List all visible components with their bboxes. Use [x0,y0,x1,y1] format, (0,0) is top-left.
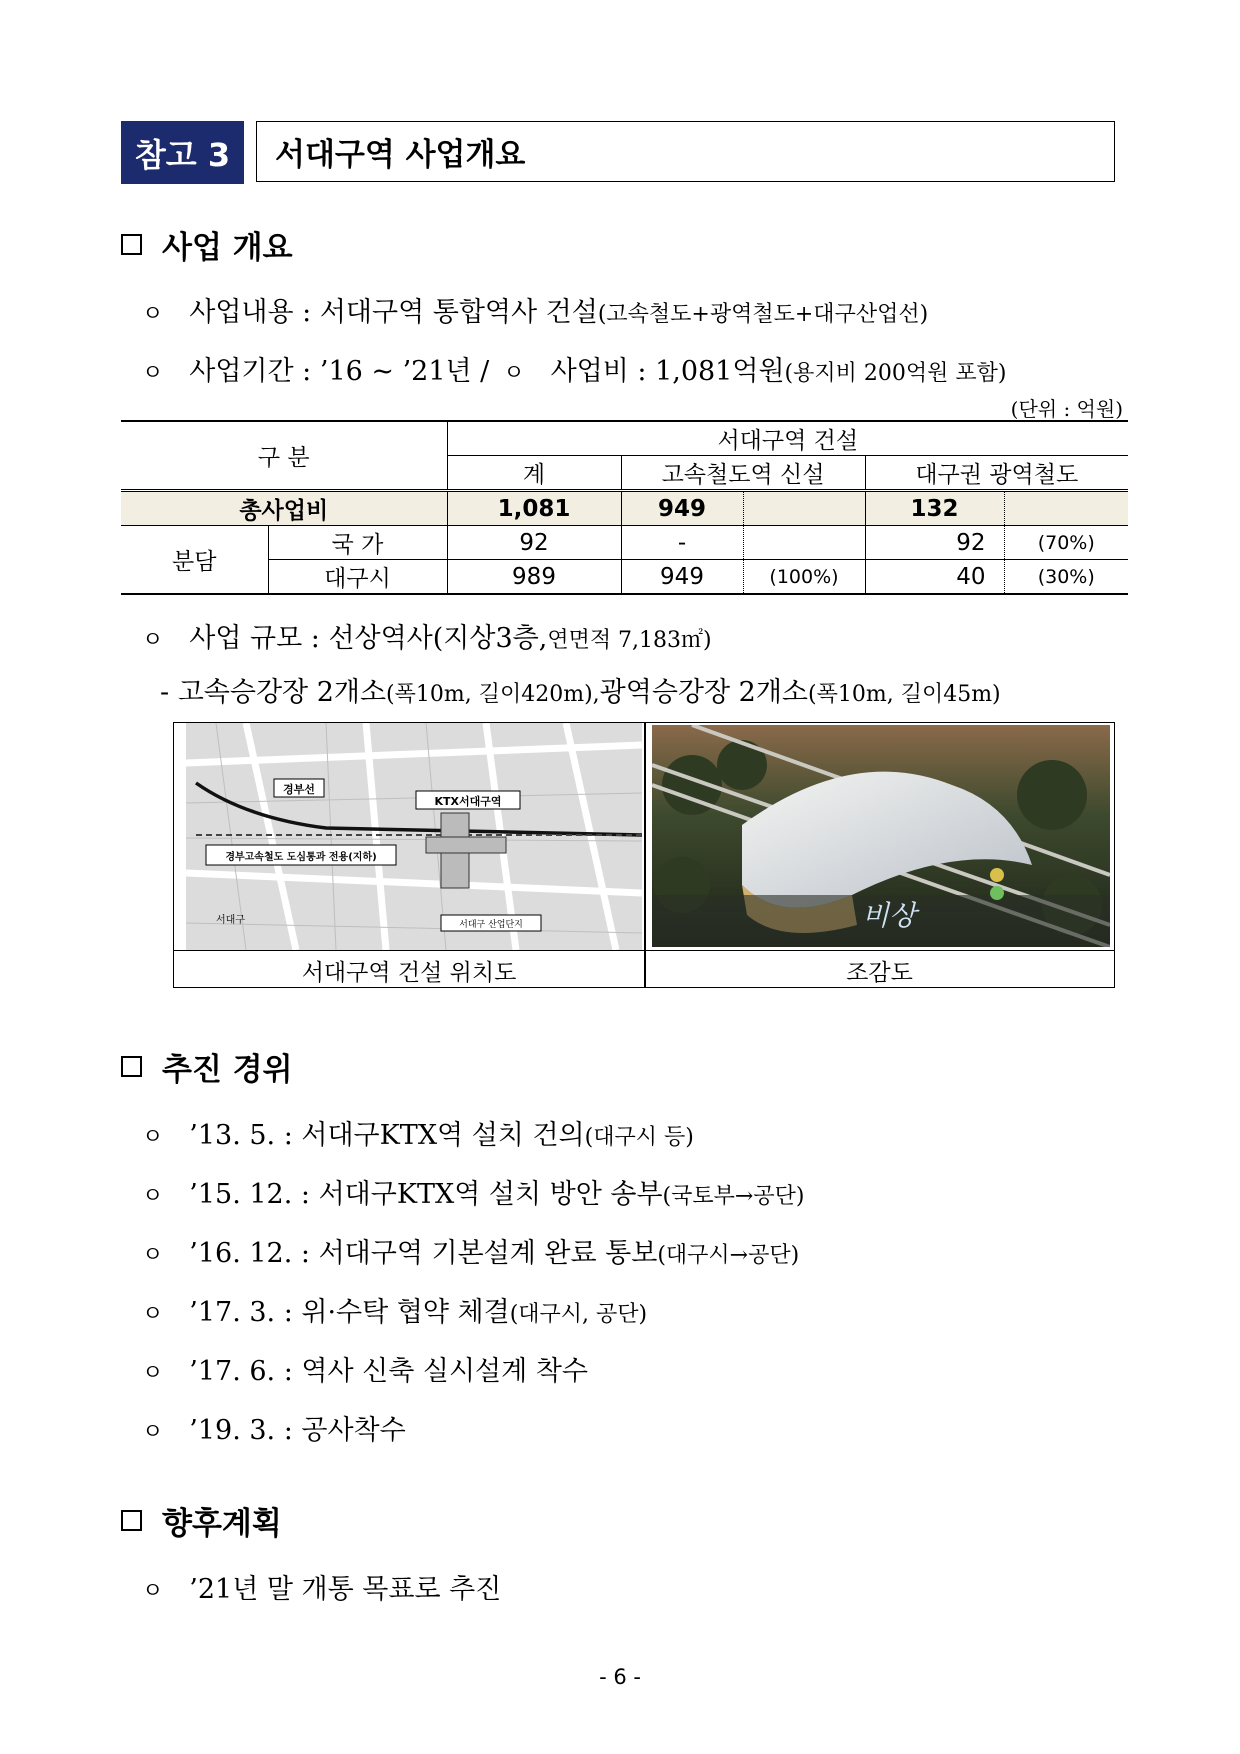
progress-item [142,1290,647,1329]
circle-bullet-icon: ㅇ [142,1579,164,1604]
map-label-station: KTX서대구역 [434,795,502,808]
header-category: 구 분 [121,421,447,491]
content-detail: (고속철도+광역철도+대구산업선) [597,302,929,327]
overview-platform-line [160,670,1001,709]
table-unit: (단위 : 억원) [1010,397,1123,421]
cell-ktx: - [621,526,743,560]
cost-table [121,420,1128,595]
plan-item [142,1567,501,1606]
circle-bullet-icon: ㅇ [142,1184,164,1209]
cell-ktx: 949 [621,560,743,595]
circle-bullet-icon: ㅇ [142,1361,164,1386]
reference-badge: 참고 3 [121,121,244,184]
render-illustration [652,725,1110,947]
scale-text: 사업 규모 : 선상역사(지상3층, [189,623,548,654]
progress-detail: (대구시 등) [584,1125,694,1150]
scale-detail: 연면적 7,183㎡) [547,628,712,653]
progress-text: ’19. 3. : 공사착수 [189,1415,406,1446]
square-bullet-icon [121,1056,142,1077]
circle-bullet-icon: ㅇ [142,1243,164,1268]
platform-a-text: - 고속승강장 2개소 [160,677,387,708]
header-total: 계 [447,456,621,491]
progress-text: ’16. 12. : 서대구역 기본설계 완료 통보 [189,1238,658,1269]
share-label: 분담 [121,526,268,595]
cell-sum: 989 [447,560,621,595]
section-heading-plan [121,1498,282,1543]
progress-item [142,1408,406,1447]
overview-period-line [142,349,1006,388]
cell-ktx-pct [743,491,865,526]
cell-ktx-pct: (100%) [743,560,865,595]
circle-bullet-icon: ㅇ [142,1302,164,1327]
header-group: 서대구역 건설 [447,421,1128,456]
progress-detail: (대구시→공단) [657,1243,800,1268]
cell-ktx-pct [743,526,865,560]
section-title: 향후계획 [162,1506,282,1542]
row-label: 총사업비 [121,491,447,526]
circle-bullet-icon: ㅇ [142,302,164,327]
progress-text: ’13. 5. : 서대구KTX역 설치 건의 [189,1120,585,1151]
circle-bullet-icon: ㅇ [142,628,164,653]
progress-text: ’17. 3. : 위·수탁 협약 체결 [189,1297,510,1328]
section-title: 사업 개요 [162,230,293,266]
cost-text: 사업비 : 1,081억원 [550,356,785,387]
section-heading-progress [121,1044,293,1089]
cell-metro: 40 [865,560,1004,595]
progress-text: ’15. 12. : 서대구KTX역 설치 방안 송부 [189,1179,663,1210]
section-heading-overview [121,222,293,267]
overview-scale-line [142,616,712,655]
platform-b-text: 광역승강장 2개소 [599,677,809,708]
square-bullet-icon [121,1510,142,1531]
map-illustration [186,723,642,950]
platform-b-detail: (폭10m, 길이45m) [808,682,1001,707]
table-row-city [121,560,1128,595]
map-caption: 서대구역 건설 위치도 [174,950,644,989]
image-panel [173,722,1115,988]
progress-item [142,1231,799,1270]
progress-detail: (국토부→공단) [662,1184,805,1209]
document-title: 서대구역 사업개요 [256,121,1115,182]
content-text: 사업내용 : 서대구역 통합역사 건설 [189,297,598,328]
table-row-total [121,491,1128,526]
cell-sum: 92 [447,526,621,560]
bird-eye-render-image [652,725,1110,952]
map-label-line: 경부선 [283,783,315,796]
render-caption: 조감도 [645,950,1114,989]
image-divider [644,723,646,987]
cell-metro: 132 [865,491,1004,526]
cell-ktx: 949 [621,491,743,526]
overview-content-line [142,290,928,329]
circle-bullet-icon: ㅇ [142,361,164,386]
page-number: - 6 - [599,1665,641,1689]
header-metro: 대구권 광역철도 [865,456,1128,491]
plan-text: ’21년 말 개통 목표로 추진 [189,1574,502,1605]
cell-metro-pct: (70%) [1004,526,1128,560]
square-bullet-icon [121,234,142,255]
map-label-tunnel: 경부고속철도 도심통과 전용(지하) [225,852,377,863]
progress-text: ’17. 6. : 역사 신축 실시설계 착수 [189,1356,588,1387]
render-text: 비상 [862,899,917,932]
row-label: 대구시 [268,560,447,595]
platform-a-detail: (폭10m, 길이420m), [386,682,600,707]
circle-bullet-icon: ㅇ [142,1125,164,1150]
map-label-gu: 서대구 [216,915,245,926]
location-map-image [186,723,642,950]
circle-bullet-icon: ㅇ [142,1420,164,1445]
header-ktx: 고속철도역 신설 [621,456,865,491]
progress-item [142,1349,588,1388]
cost-detail: (용지비 200억원 포함) [784,361,1007,386]
circle-bullet-icon: ㅇ [503,361,525,386]
row-label: 국 가 [268,526,447,560]
progress-item [142,1113,694,1152]
section-title: 추진 경위 [162,1052,293,1088]
period-text: 사업기간 : ’16 ~ ’21년 / [189,356,490,387]
map-label-district: 서대구 산업단지 [459,920,523,930]
cell-sum: 1,081 [447,491,621,526]
cell-metro-pct: (30%) [1004,560,1128,595]
progress-detail: (대구시, 공단) [509,1302,648,1327]
cell-metro: 92 [865,526,1004,560]
cell-metro-pct [1004,491,1128,526]
progress-item [142,1172,804,1211]
table-row-nation [121,526,1128,560]
